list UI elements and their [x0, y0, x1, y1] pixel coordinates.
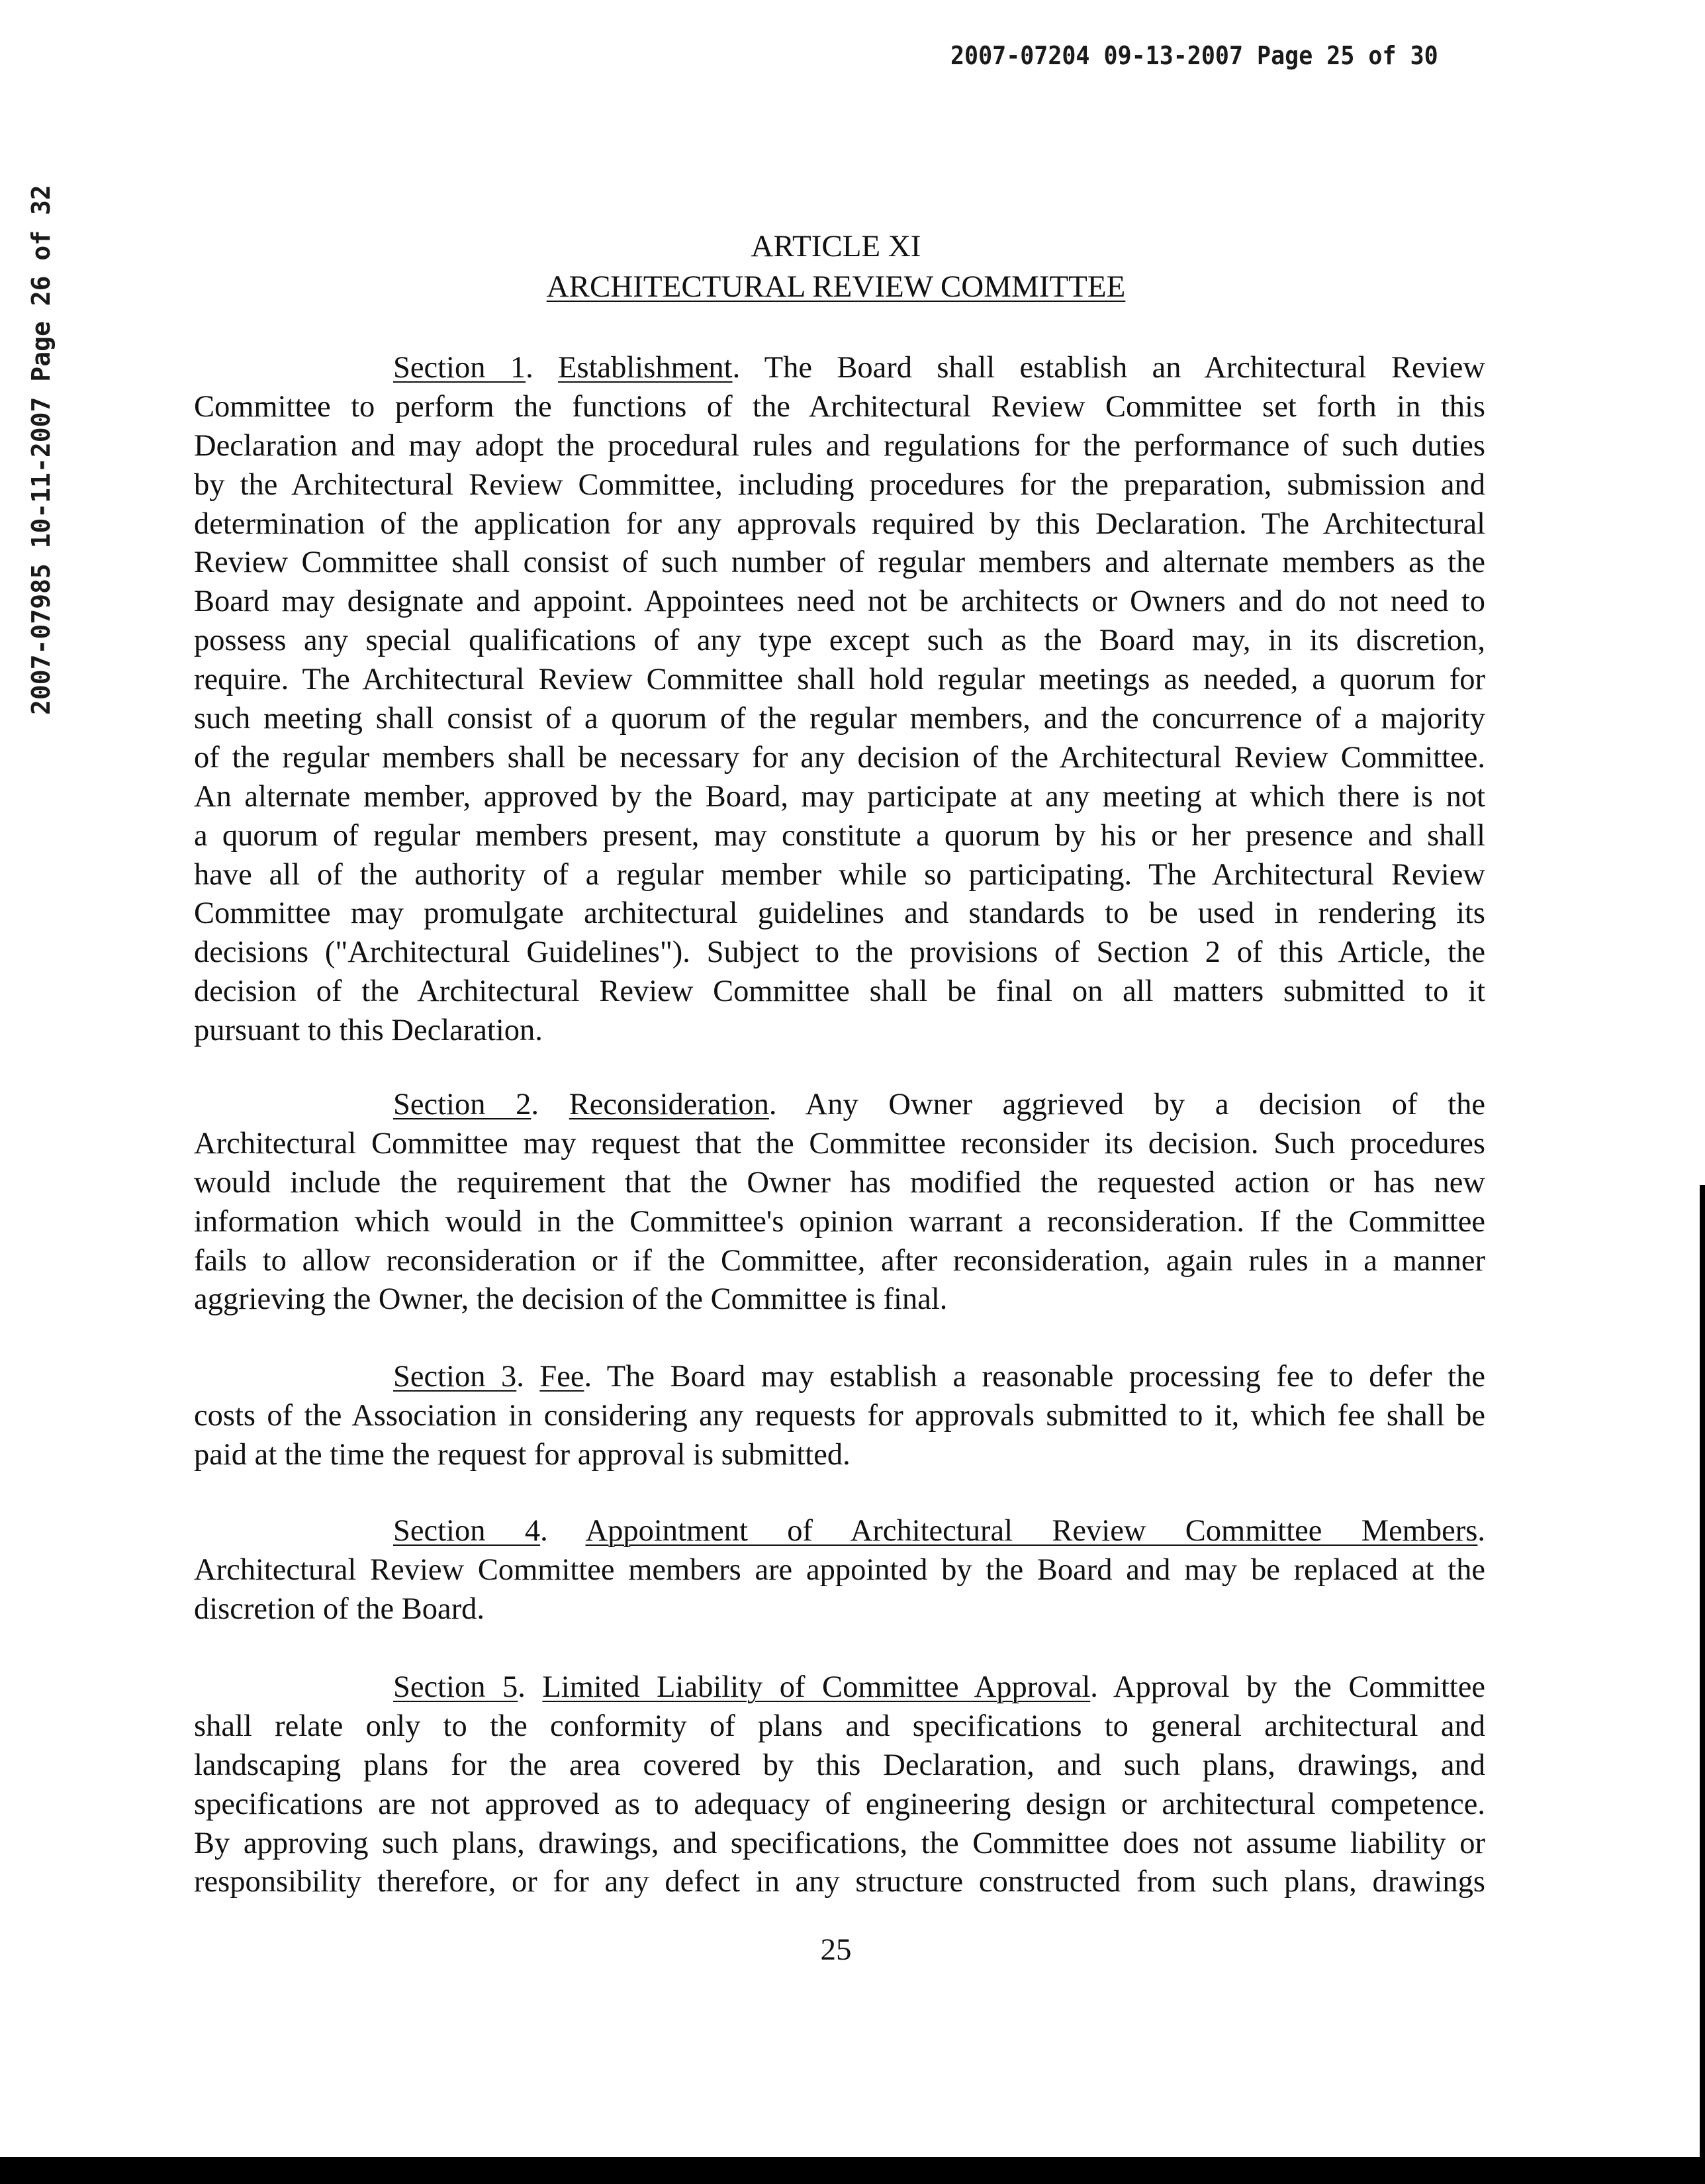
paragraph-line: have all of the authority of a regular member while so participating. The Architectural Review: [194, 857, 1485, 892]
paragraph-line: responsibility therefore, or for any defect in any structure constructed from such plans, drawings: [194, 1865, 1485, 1899]
fax-header-stamp: 2007-07204 09-13-2007 Page 25 of 30: [950, 41, 1438, 70]
paragraph-first-line: Section 3. Fee. The Board may establish a reasonable processing fee to defer the: [393, 1360, 1485, 1394]
paragraph-line: fails to allow reconsideration or if the Committee, after reconsideration, again rules in a manner: [194, 1243, 1485, 1278]
paragraph-line: Architectural Review Committee members are appointed by the Board and may be replaced at the: [194, 1552, 1485, 1587]
article-number: ARTICLE XI: [751, 229, 921, 263]
section-text: Approval by the Committee: [1113, 1670, 1486, 1704]
section-3: [194, 1358, 1485, 1475]
section-label: Section 3: [393, 1360, 517, 1394]
paragraph-line: of the regular members shall be necessary for any decision of the Architectural Review Committee.: [194, 740, 1485, 775]
section-2: [194, 1086, 1485, 1319]
paragraph-first-line: Section 2. Reconsideration. Any Owner aggrieved by a decision of the: [393, 1088, 1486, 1121]
paragraph-line: specifications are not approved as to adequacy of engineering design or architectural competence.: [194, 1787, 1485, 1821]
paragraph-line: landscaping plans for the area covered by this Declaration, and such plans, drawings, and: [194, 1748, 1485, 1782]
paragraph-line: costs of the Association in considering any requests for approvals submitted to it, which fee shall be: [194, 1398, 1485, 1433]
section-label: Section 4: [393, 1514, 541, 1548]
scan-border-right: [1700, 1185, 1705, 2158]
paragraph-line: pursuant to this Declaration.: [194, 1014, 543, 1048]
paragraph-line: decision of the Architectural Review Committee shall be final on all matters submitted to it: [194, 974, 1485, 1009]
paragraph-line: a quorum of regular members present, may constitute a quorum by his or her presence and shall: [194, 818, 1485, 853]
section-label: Section 5: [393, 1670, 518, 1704]
section-heading: Limited Liability of Committee Approval: [542, 1670, 1091, 1704]
section-heading: Appointment of Architectural Review Committee Members: [585, 1514, 1478, 1548]
paragraph-line: such meeting shall consist of a quorum of the regular members, and the concurrence of a majority: [194, 702, 1485, 736]
section-4: [194, 1512, 1485, 1629]
paragraph-line: shall relate only to the conformity of plans and specifications to general architectural and: [194, 1709, 1485, 1743]
section-label: Section 2: [393, 1088, 531, 1121]
paragraph-first-line: Section 5. Limited Liability of Committee Approval. Approval by the Committee: [393, 1670, 1486, 1704]
paragraph-line: By approving such plans, drawings, and specifications, the Committee does not assume liability or: [194, 1826, 1485, 1860]
section-heading: Fee: [539, 1360, 584, 1394]
page-number: 25: [820, 1932, 852, 1967]
paragraph-line: aggrieving the Owner, the decision of the Committee is final.: [194, 1282, 948, 1317]
paragraph-line: An alternate member, approved by the Board, may participate at any meeting at which there is not: [194, 779, 1485, 814]
section-text: The Board shall establish an Architectural Review: [764, 351, 1485, 385]
scan-border-bottom: [0, 2157, 1705, 2184]
section-heading: Establishment: [558, 351, 733, 385]
paragraph-first-line: Section 1. Establishment. The Board shall establish an Architectural Review: [393, 351, 1485, 385]
section-text: The Board may establish a reasonable processing fee to defer the: [606, 1360, 1485, 1394]
paragraph-line: by the Architectural Review Committee, including procedures for the preparation, submission and: [194, 467, 1485, 502]
paragraph-line: would include the requirement that the Owner has modified the requested action or has new: [194, 1165, 1485, 1200]
section-text: Any Owner aggrieved by a decision of the: [805, 1088, 1486, 1121]
paragraph-line: Declaration and may adopt the procedural rules and regulations for the performance of such duties: [194, 428, 1485, 463]
paragraph-line: Committee to perform the functions of the Architectural Review Committee set forth in this: [194, 389, 1485, 424]
paragraph-line: Architectural Committee may request that the Committee reconsider its decision. Such procedures: [194, 1126, 1485, 1161]
article-title: [0, 269, 1672, 305]
paragraph-line: possess any special qualifications of any type except such as the Board may, in its discretion,: [194, 624, 1485, 658]
paragraph-line: decisions ("Architectural Guidelines"). Subject to the provisions of Section 2 of this Article, the: [194, 935, 1485, 970]
paragraph-first-line: Section 4. Appointment of Architectural Review Committee Members.: [393, 1514, 1485, 1548]
paragraph-line: require. The Architectural Review Committee shall hold regular meetings as needed, a quorum for: [194, 663, 1485, 697]
paragraph-line: discretion of the Board.: [194, 1591, 485, 1626]
section-5: [194, 1668, 1485, 1902]
article-title-text: ARCHITECTURAL REVIEW COMMITTEE: [546, 269, 1126, 304]
paragraph-line: paid at the time the request for approval is submitted.: [194, 1437, 851, 1472]
paragraph-line: determination of the application for any approvals required by this Declaration. The Architectural: [194, 506, 1485, 541]
paragraph-line: Review Committee shall consist of such number of regular members and alternate members as the: [194, 546, 1485, 580]
paragraph-line: information which would in the Committee's opinion warrant a reconsideration. If the Committee: [194, 1204, 1485, 1239]
section-label: Section 1: [393, 351, 526, 385]
section-heading: Reconsideration: [569, 1088, 769, 1121]
section-1: [194, 349, 1485, 1051]
paragraph-line: Board may designate and appoint. Appointees need not be architects or Owners and do not need to: [194, 585, 1485, 619]
side-fax-stamp: 2007-07985 10-11-2007 Page 26 of 32: [26, 185, 56, 715]
paragraph-line: Committee may promulgate architectural guidelines and standards to be used in rendering its: [194, 896, 1485, 931]
